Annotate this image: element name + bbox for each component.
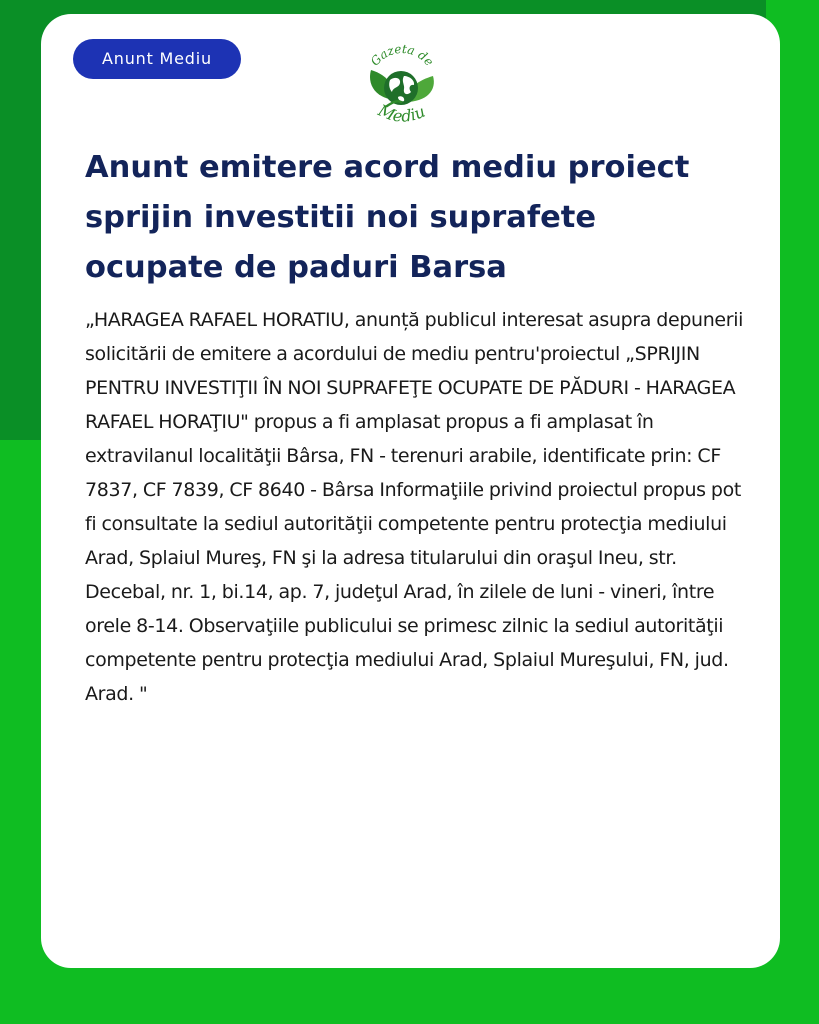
article-body: „HARAGEA RAFAEL HORATIU, anunță publicul interesat asupra depunerii solicitării de emitere a acordului de mediu pentru'proiectul „SPRIJIN PENTRU INVESTIŢII ÎN NOI SUPRAFEŢE OCUPATE DE PĂDURI - HARAGEA RAFAEL HORAŢIU" propus a fi amplasat propus a fi amplasat în extravilanul localităţii Bârsa, FN - terenuri arabile, identificate prin: CF 7837, CF 7839, CF 8640 - Bârsa Informaţiile privind proiectul propus pot fi consultate la sediul autorităţii competente pentru protecţia mediului Arad, Splaiul Mureş, FN şi la adresa titularului din oraşul Ineu, str. Decebal, nr. 1, bi.14, ap. 7, judeţul Arad, în zilele de luni - vineri, între orele 8-14. Observaţiile publicului se primesc zilnic la sediul autorităţii competente pentru protecţia mediului Arad, Splaiul Mureşului, FN, jud. Arad. " (85, 309, 744, 705)
category-badge[interactable]: Anunt Mediu (73, 39, 241, 79)
gazeta-de-mediu-logo (357, 40, 445, 132)
article-title: Anunt emitere acord mediu proiect sprijin investitii noi suprafete ocupate de paduri Barsa (85, 150, 690, 285)
logo-text-bottom: Mediu (375, 100, 428, 126)
logo-text-top: Gazeta de (367, 41, 437, 69)
globe-leaf-icon (357, 40, 445, 132)
announcement-card (41, 14, 780, 968)
